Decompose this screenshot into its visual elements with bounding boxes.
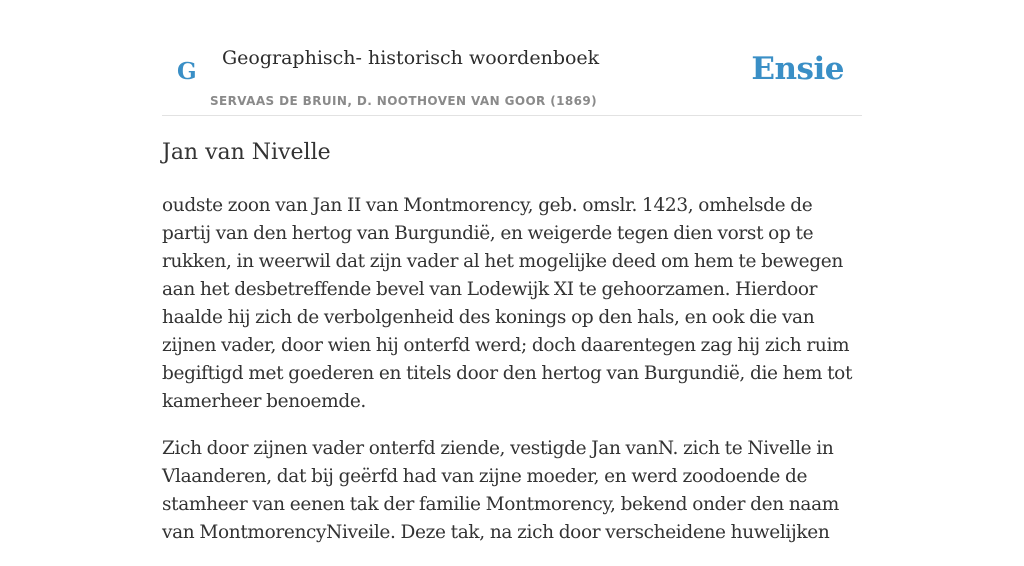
book-letter-icon: G: [177, 58, 197, 85]
ensie-logo-link[interactable]: Ensie: [751, 51, 844, 87]
entry-body: [162, 192, 866, 566]
book-title-link[interactable]: Geographisch- historisch woordenboek: [222, 47, 600, 69]
entry-title: Jan van Nivelle: [162, 140, 331, 165]
entry-paragraph: oudste zoon van Jan II van Montmorency, geb. omslr. 1423, omhelsde de partij van den hertog van Burgundië, en weigerde tegen dien vorst op te rukken, in weerwil dat zijn vader al het mogelijke deed om hem te bewegen aan het desbetreffende bevel van Lodewijk XI te gehoorzamen. Hierdoor haalde hij zich de verbolgenheid des konings op den hals, en ook die van zijnen vader, door wien hij onterfd werd; doch daarentegen zag hij zich ruim begiftigd met goederen en titels door den hertog van Burgundië, die hem tot kamerheer benoemde.: [162, 195, 853, 412]
book-authors: SERVAAS DE BRUIN, D. NOOTHOVEN VAN GOOR (1869): [210, 94, 598, 108]
book-header: [162, 40, 862, 116]
entry-paragraph: Zich door zijnen vader onterfd ziende, vestigde Jan vanN. zich te Nivelle in Vlaanderen, dat bij geërfd had van zijne moeder, en werd zoodoende de stamheer van eenen tak der familie Montmorency, bekend onder den naam van MontmorencyNiveile. Deze tak, na zich door verscheidene huwelijken: [162, 438, 839, 543]
